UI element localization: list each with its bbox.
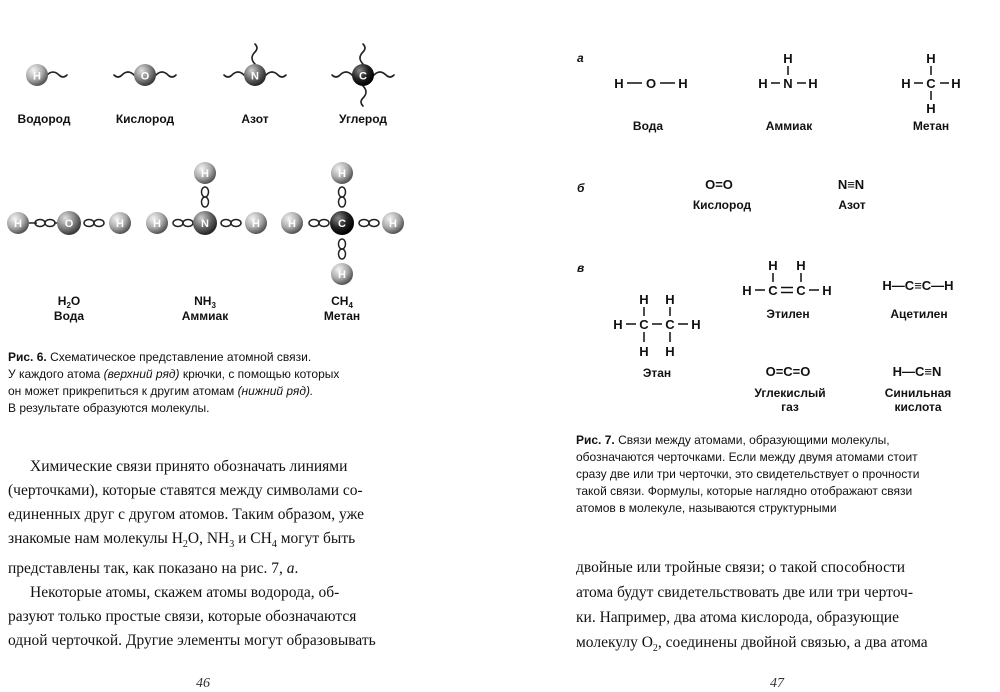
methane-structure [901, 51, 960, 116]
text-run: представлены так, как показано на рис. 7, [8, 560, 287, 578]
text-line: Химические связи принято обозначать линиями [30, 458, 348, 475]
svg-text:C: C [665, 317, 675, 332]
nitrogen-label: Азот [838, 198, 866, 212]
fig6-caption [8, 349, 408, 417]
atom-symbol: H [338, 269, 346, 281]
svg-text:H: H [783, 51, 793, 66]
page-number-left: 46 [196, 676, 210, 691]
atom-symbol: H [116, 218, 124, 230]
nitrogen-formula: N≡N [837, 177, 865, 192]
svg-text:H: H [613, 317, 623, 332]
text-emphasis: а [286, 560, 295, 578]
text-line: ки. Например, два атома кислорода, образующие [576, 609, 899, 626]
fig7-caption [576, 432, 986, 517]
text-run: O, NH [187, 530, 230, 547]
text-run: знакомые нам молекулы H [8, 530, 183, 547]
hook [361, 86, 366, 106]
text-line: разуют только простые связи, которые обозначаются [8, 608, 357, 626]
right-body-text [576, 555, 986, 661]
atom-symbol: C [338, 218, 346, 230]
caption-label: Рис. 6. [8, 350, 47, 364]
caption-text: он может прикрепиться к другим атомам [8, 384, 238, 398]
text-line: двойные или тройные связи; о такой способности [576, 559, 906, 576]
text-run: . [294, 560, 299, 578]
molecule-formula: $H_2O$ [57, 294, 81, 310]
co2-label: Углекислый [754, 386, 826, 400]
atom-symbol: N [201, 218, 209, 230]
svg-text:H: H [808, 76, 818, 91]
text-run: молекулу O [576, 634, 653, 651]
svg-text:O: O [645, 76, 657, 91]
atom-symbol: H [33, 70, 41, 83]
atom-symbol: H [288, 218, 296, 230]
svg-text:N: N [783, 76, 793, 91]
subscript: 4 [271, 539, 277, 551]
molecule-name: Аммиак [181, 309, 229, 323]
svg-text:C: C [926, 76, 936, 91]
acetylene-label: Ацетилен [890, 307, 948, 321]
hook [156, 72, 176, 77]
oxygen-label: Кислород [692, 198, 752, 212]
atom-symbol: N [251, 70, 259, 83]
atom-symbol: O [140, 70, 150, 83]
svg-text:H: H [665, 292, 675, 307]
panel-label-b: б [577, 181, 585, 195]
text-line: (черточками), которые ставятся между символами со- [8, 482, 363, 499]
atom-name: Углерод [339, 112, 387, 126]
atom-symbol: H [252, 218, 260, 230]
molecule-name: Вода [53, 309, 85, 323]
hook [360, 44, 365, 64]
atom-symbol: H [389, 218, 397, 230]
molecule-formula: $CH_4$ [331, 294, 353, 310]
co2-label: газ [781, 400, 799, 414]
text-line [8, 527, 408, 557]
hook [47, 72, 67, 77]
acetylene-formula: H—C≡C—H [882, 278, 954, 293]
svg-text:H: H [665, 344, 675, 359]
methane-label: Метан [912, 119, 950, 133]
fig7 [577, 51, 961, 414]
svg-text:C: C [639, 317, 649, 332]
svg-text:C: C [768, 283, 778, 298]
svg-text:H: H [614, 76, 624, 91]
molecule-formula: $NH_3$ [194, 294, 216, 310]
caption-text: Связи между атомами, образующими молекулы, [614, 433, 890, 447]
atom-name: Азот [241, 112, 269, 126]
caption-text: такой связи. Формулы, которые наглядно отображают связи [576, 484, 913, 498]
text-run: и CH [234, 530, 272, 547]
subscript: 2 [182, 539, 188, 551]
text-line [8, 557, 408, 581]
fig6-top-atoms [18, 64, 388, 126]
svg-text:H: H [691, 317, 701, 332]
caption-text: Схематическое представление атомной связи. [46, 350, 312, 364]
hcn-formula: H—C≡N [892, 364, 942, 379]
panel-label-a: а [577, 51, 584, 65]
caption-text: крючки, с помощью которых [179, 367, 340, 381]
hook [332, 72, 352, 77]
atom-symbol: H [201, 168, 209, 180]
ethane-structure [613, 292, 700, 359]
atom-symbol: H [14, 218, 22, 230]
svg-text:H: H [678, 76, 688, 91]
water-structure [614, 76, 687, 91]
text-line: единенных друг с другом атомов. Таким образом, уже [8, 506, 364, 523]
svg-text:H: H [768, 258, 778, 273]
subscript: 2 [652, 643, 658, 655]
svg-text:H: H [742, 283, 752, 298]
text-run: могут быть [276, 530, 356, 547]
svg-text:H: H [758, 76, 768, 91]
hook [266, 72, 286, 77]
caption-text: обозначаются черточками. Если между двумя атомами стоит [576, 450, 918, 464]
ammonia-label: Аммиак [765, 119, 813, 133]
svg-text:H: H [926, 51, 936, 66]
hook [374, 72, 394, 77]
atom-symbol: C [359, 70, 367, 83]
water-label: Вода [632, 119, 664, 133]
text-line: одной черточкой. Другие элементы могут образовывать [8, 632, 376, 650]
caption-emphasis: (нижний ряд). [237, 384, 314, 398]
caption-text: сразу две или три черточки, это свидетельствует о прочности [576, 467, 920, 481]
svg-text:H: H [926, 101, 936, 116]
atom-name: Водород [17, 112, 71, 126]
atom-symbol: H [153, 218, 161, 230]
co2-formula: O=C=O [765, 364, 811, 379]
svg-text:H: H [951, 76, 961, 91]
molecule-name: Метан [323, 309, 361, 323]
svg-text:C: C [796, 283, 806, 298]
caption-text: У каждого атома [8, 367, 104, 381]
atom-symbol: H [338, 168, 346, 180]
oxygen-formula: O=O [705, 177, 733, 192]
page-number-right: 47 [770, 676, 784, 691]
left-body-text [8, 455, 408, 653]
hcn-label: кислота [894, 400, 942, 414]
hook [252, 44, 257, 64]
fig6-top-row [47, 44, 394, 106]
text-line: Некоторые атомы, скажем атомы водорода, об- [30, 584, 340, 602]
svg-text:H: H [901, 76, 911, 91]
panel-label-c: в [577, 261, 585, 275]
caption-text: атомов в молекуле, называются структурными [576, 501, 837, 515]
caption-text: В результате образуются молекулы. [8, 401, 210, 415]
hcn-label: Синильная [884, 386, 952, 400]
svg-text:H: H [796, 258, 806, 273]
hook [114, 72, 134, 77]
text-line [576, 630, 986, 661]
atom-name: Кислород [115, 112, 175, 126]
text-run: , соединены двойной связью, а два атома [657, 634, 928, 651]
text-line: атома будут свидетельствовать две или три черточ- [576, 584, 914, 601]
caption-emphasis: (верхний ряд) [103, 367, 180, 381]
caption-label: Рис. 7. [576, 433, 615, 447]
svg-text:H: H [822, 283, 832, 298]
fig6-molecules [7, 162, 404, 323]
ethane-label: Этан [642, 366, 672, 380]
hook [224, 72, 244, 77]
svg-text:H: H [639, 344, 649, 359]
subscript: 3 [229, 539, 235, 551]
atom-symbol: O [64, 218, 74, 230]
svg-text:H: H [639, 292, 649, 307]
ethylene-label: Этилен [766, 307, 810, 321]
